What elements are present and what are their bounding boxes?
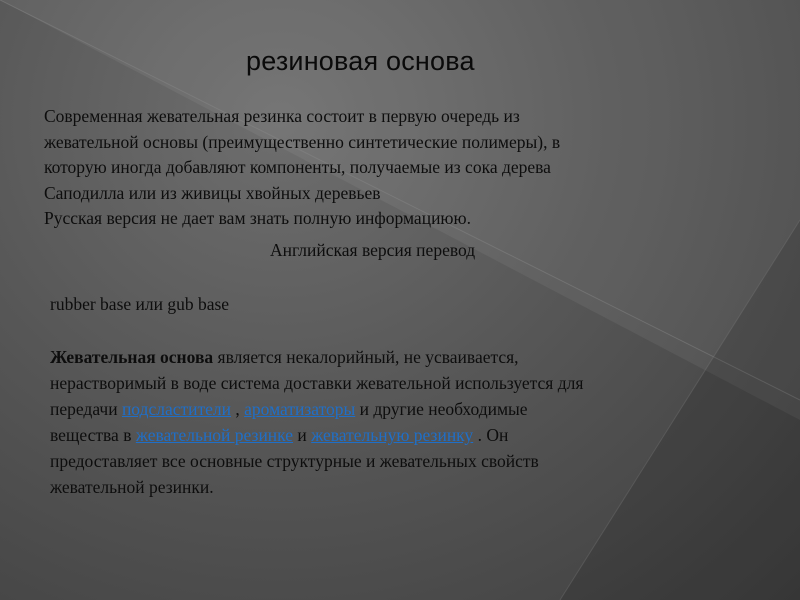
rubber-base-label: rubber base или gub base (50, 294, 230, 314)
flavors-link[interactable]: ароматизаторы (244, 399, 356, 419)
intro-line-2: жевательной основы (преимущественно синтетические полимеры), в (44, 131, 561, 152)
definition-line-1-rest: является некалорийный, не усваивается, (213, 347, 519, 367)
definition-line-3-post: и другие необходимые (355, 399, 528, 419)
definition-line-4-post: . Он (473, 425, 509, 445)
intro-line-4: Саподилла или из живицы хвойных деревьев (44, 182, 381, 203)
intro-line-3: которую иногда добавляют компоненты, получаемые из сока дерева (44, 157, 551, 177)
definition-line-3-pre: передачи (50, 399, 122, 419)
definition-line-4-pre: вещества в (50, 425, 136, 445)
definition-line-5: предоставляет все основные структурные и жевательных свойств (50, 451, 539, 471)
sweeteners-link[interactable]: подсластители (121, 399, 232, 419)
definition-paragraph (50, 344, 750, 500)
intro-paragraph (44, 104, 744, 232)
english-version-note: Английская версия перевод (270, 240, 476, 260)
chewing-gum-link-1[interactable]: жевательной резинке (135, 425, 294, 445)
definition-line-1 (50, 344, 750, 370)
definition-line-4 (50, 422, 750, 448)
definition-line-4-mid: и (293, 425, 312, 445)
definition-line-3-mid: , (231, 399, 245, 419)
definition-term: Жевательная основа (50, 347, 214, 367)
definition-line-6: жевательной резинки. (50, 477, 214, 497)
definition-line-2: нерастворимый в воде система доставки жевательной используется для (50, 373, 584, 393)
chewing-gum-link-2[interactable]: жевательную резинку (311, 425, 474, 445)
intro-line-1: Современная жевательная резинка состоит в первую очередь из (44, 106, 520, 126)
slide-title: резиновая основа (246, 46, 475, 76)
definition-line-3 (50, 396, 750, 422)
intro-line-5: Русская версия не дает вам знать полную информациюю. (44, 208, 471, 228)
